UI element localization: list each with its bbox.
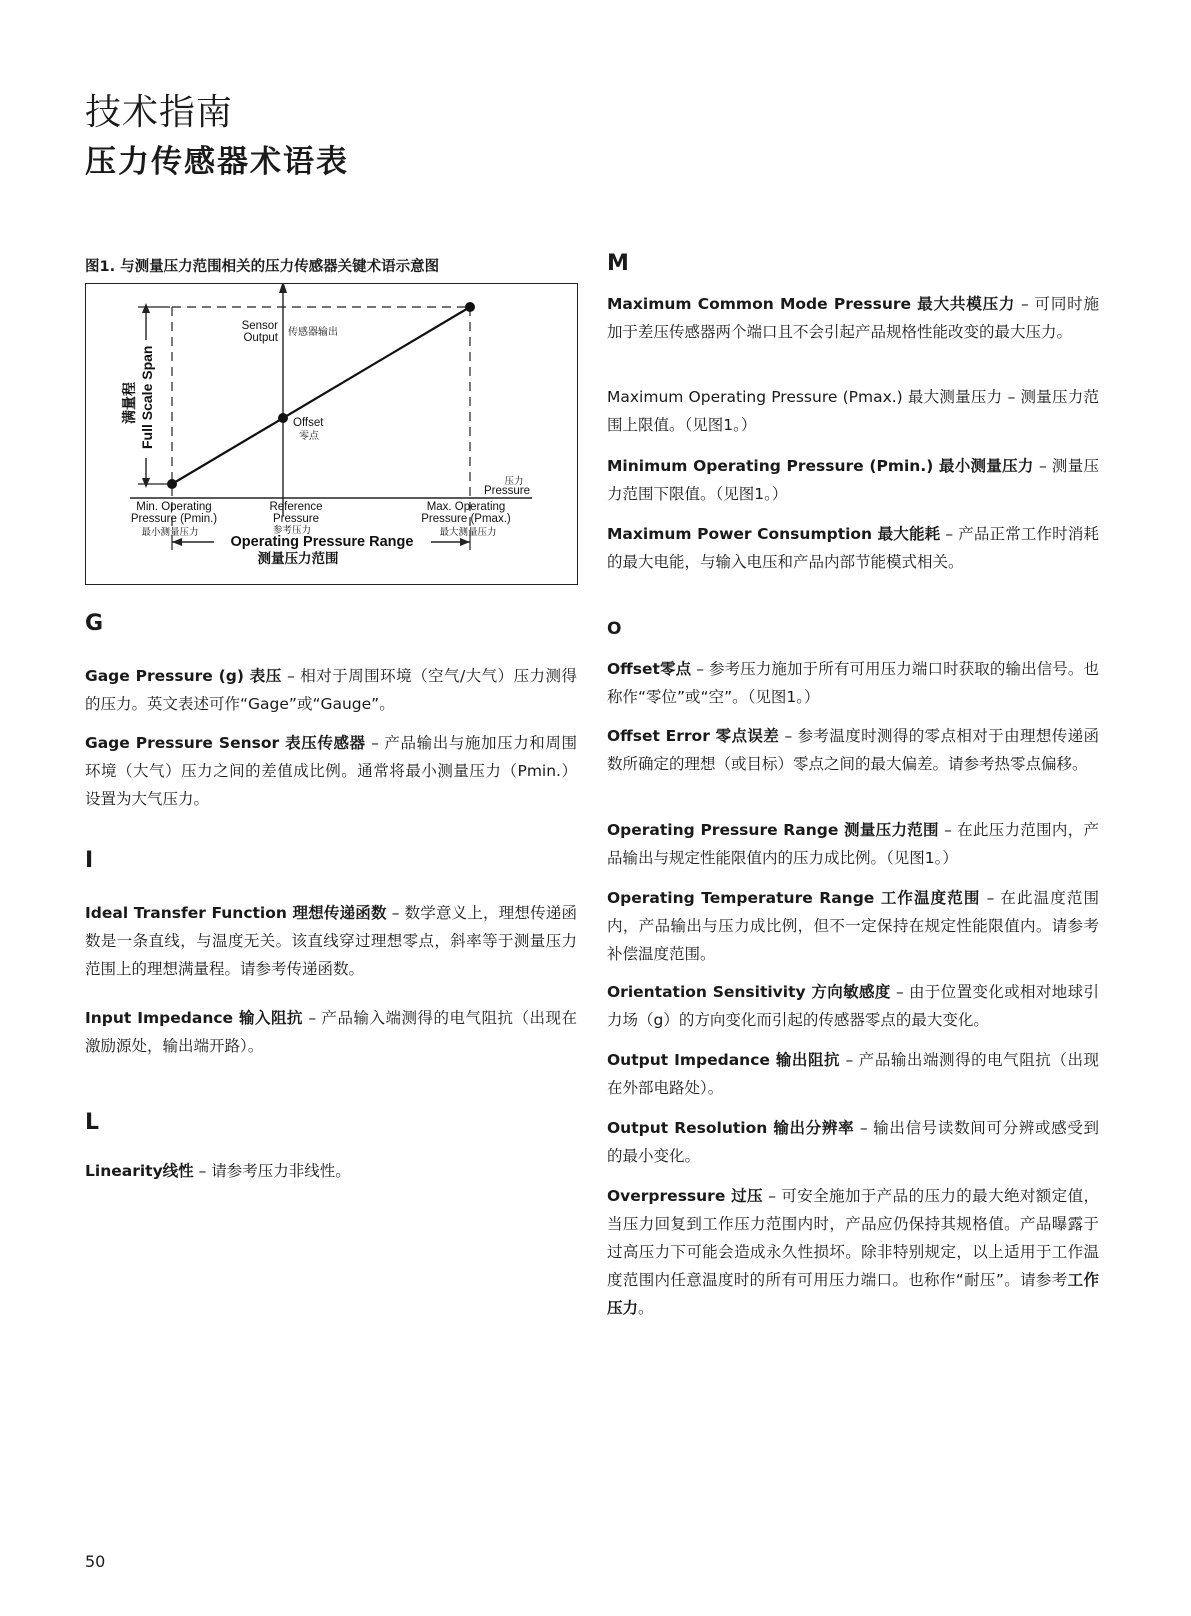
entry-output-impedance <box>607 1046 1099 1102</box>
section-letter-m: M <box>607 251 629 276</box>
term: Minimum Operating Pressure (Pmin.) 最小测量压力 <box>607 457 1034 475</box>
ref-label-en-1: Reference <box>269 501 323 513</box>
max-label-cn: 最大测量压力 <box>439 527 497 538</box>
entry-overpressure <box>607 1182 1099 1322</box>
definition: – 数学意义上，理想传递函数是一条直线，与温度无关。该直线穿过理想零点，斜率等于测量压力范围上的理想满量程。请参考传递函数。 <box>85 904 577 978</box>
range-label-cn: 测量压力范围 <box>257 551 339 566</box>
definition: – 参考温度时测得的零点相对于由理想传递函数所确定的理想（或目标）零点之间的最大偏差。请参考热零点偏移。 <box>607 727 1100 773</box>
entry-max-operating-pressure <box>607 383 1099 439</box>
offset-point <box>278 413 288 423</box>
fss-label-cn: 满量程 <box>121 382 137 424</box>
definition: – 输出信号读数间可分辨或感受到的最小变化。 <box>607 1119 1100 1165</box>
min-label-en-2: Pressure (Pmin.) <box>130 513 218 525</box>
definition: – 参考压力施加于所有可用压力端口时获取的输出信号。也称作“零位”或“空”。（见图1。） <box>607 660 1099 706</box>
fss-label-en: Full Scale Span <box>139 345 155 449</box>
entry-orientation-sensitivity <box>607 978 1099 1034</box>
definition: – 产品输出与施加压力和周围环境（大气）压力之间的差值成比例。通常将最小测量压力（Pmin.）设置为大气压力。 <box>85 734 577 808</box>
figure-1-diagram <box>85 283 578 585</box>
entry-ideal-transfer-function <box>85 899 577 983</box>
definition: – 在此压力范围内，产品输出与规定性能限值内的压力成比例。（见图1。） <box>607 821 1099 867</box>
max-label-en-2: Pressure (Pmax.) <box>421 513 511 525</box>
entry-offset-error <box>607 722 1099 778</box>
section-letter-g: G <box>85 611 104 636</box>
entry-gage-pressure <box>85 662 577 718</box>
page-number: 50 <box>85 1552 106 1571</box>
entry-linearity <box>85 1157 577 1185</box>
definition: – 可安全施加于产品的压力的最大绝对额定值，当压力回复到工作压力范围内时，产品应仍保持其规格值。产品曝露于过高压力下可能会造成永久性损坏。除非特别规定，以上适用于工作温度范围内任意温度时的所有可用压力端口。也称作“耐压”。请参考 <box>607 1187 1099 1289</box>
entry-operating-temperature-range <box>607 884 1099 968</box>
term: Gage Pressure (g) 表压 <box>85 667 282 685</box>
max-label-en-1: Max. Operating <box>426 501 506 513</box>
term: Operating Pressure Range 测量压力范围 <box>607 821 939 839</box>
term: Output Impedance 输出阻抗 <box>607 1051 841 1069</box>
definition: – 由于位置变化或相对地球引力场（g）的方向变化而引起的传感器零点的最大变化。 <box>607 983 1099 1029</box>
entry-max-power-consumption <box>607 520 1099 576</box>
definition: – 产品输出端测得的电气阻抗（出现在外部电路处）。 <box>607 1051 1099 1097</box>
max-point <box>465 302 475 312</box>
fss-arrow-bottom <box>142 478 150 488</box>
term: Maximum Power Consumption 最大能耗 <box>607 525 941 543</box>
entry-input-impedance <box>85 1004 577 1060</box>
definition: Maximum Operating Pressure (Pmax.) 最大测量压力 – 测量压力范围上限值。（见图1。） <box>607 388 1099 434</box>
offset-label-cn: 零点 <box>299 431 319 442</box>
term: Output Resolution 输出分辨率 <box>607 1119 855 1137</box>
sensor-output-en-2: Output <box>243 332 278 344</box>
output-axis-arrowhead <box>279 284 287 293</box>
section-letter-l: L <box>85 1110 100 1135</box>
sensor-output-cn: 传感器输出 <box>288 327 338 338</box>
definition-end: 。 <box>638 1299 654 1317</box>
term: Linearity线性 <box>85 1162 194 1180</box>
definition: – 产品输入端测得的电气阻抗（出现在激励源处，输出端开路）。 <box>85 1009 577 1055</box>
entry-min-operating-pressure <box>607 452 1099 508</box>
section-letter-o: O <box>607 619 622 639</box>
definition: – 测量压力范围下限值。（见图1。） <box>607 457 1099 503</box>
term: Overpressure 过压 <box>607 1187 763 1205</box>
min-label-en-1: Min. Operating <box>136 501 212 513</box>
term: Offset零点 <box>607 660 692 678</box>
page-subtitle: 压力传感器术语表 <box>85 144 349 180</box>
pressure-label-en: Pressure <box>483 485 531 497</box>
sensor-output-en-1: Sensor <box>241 320 278 332</box>
range-arrow-left <box>172 538 182 546</box>
section-letter-i: I <box>85 848 94 873</box>
offset-label-en: Offset <box>293 417 324 429</box>
entry-max-common-mode-pressure <box>607 290 1099 346</box>
definition: – 相对于周围环境（空气/大气）压力测得的压力。英文表述可作“Gage”或“Gauge”。 <box>85 667 577 713</box>
term: Gage Pressure Sensor 表压传感器 <box>85 734 366 752</box>
min-label-cn: 最小测量压力 <box>141 527 199 538</box>
definition: – 可同时施加于差压传感器两个端口且不会引起产品规格性能改变的最大压力。 <box>607 295 1099 341</box>
term: Input Impedance 输入阻抗 <box>85 1009 303 1027</box>
page-title: 技术指南 <box>85 92 234 133</box>
entry-offset <box>607 655 1099 711</box>
range-arrow-right <box>460 538 470 546</box>
entry-gage-pressure-sensor <box>85 729 577 813</box>
ref-label-cn: 参考压力 <box>272 525 312 536</box>
term: Ideal Transfer Function 理想传递函数 <box>85 904 387 922</box>
cross-reference: 工作压力 <box>607 1271 1099 1317</box>
ref-label-en-2: Pressure <box>272 513 320 525</box>
term: Maximum Common Mode Pressure 最大共模压力 <box>607 295 1016 313</box>
definition: – 产品正常工作时消耗的最大电能，与输入电压和产品内部节能模式相关。 <box>607 525 1099 571</box>
fss-arrow-top <box>142 303 150 313</box>
entry-output-resolution <box>607 1114 1099 1170</box>
entry-operating-pressure-range <box>607 816 1099 872</box>
term: Operating Temperature Range 工作温度范围 <box>607 889 981 907</box>
term: Offset Error 零点误差 <box>607 727 780 745</box>
figure-caption: 图1. 与测量压力范围相关的压力传感器关键术语示意图 <box>85 259 440 275</box>
range-label-en: Operating Pressure Range <box>230 534 414 550</box>
definition: – 请参考压力非线性。 <box>193 1162 351 1180</box>
term: Orientation Sensitivity 方向敏感度 <box>607 983 891 1001</box>
pressure-label-cn: 压力 <box>504 476 524 487</box>
definition: – 在此温度范围内，产品输出与压力成比例，但不一定保持在规定性能限值内。请参考补偿温度范围。 <box>607 889 1099 963</box>
